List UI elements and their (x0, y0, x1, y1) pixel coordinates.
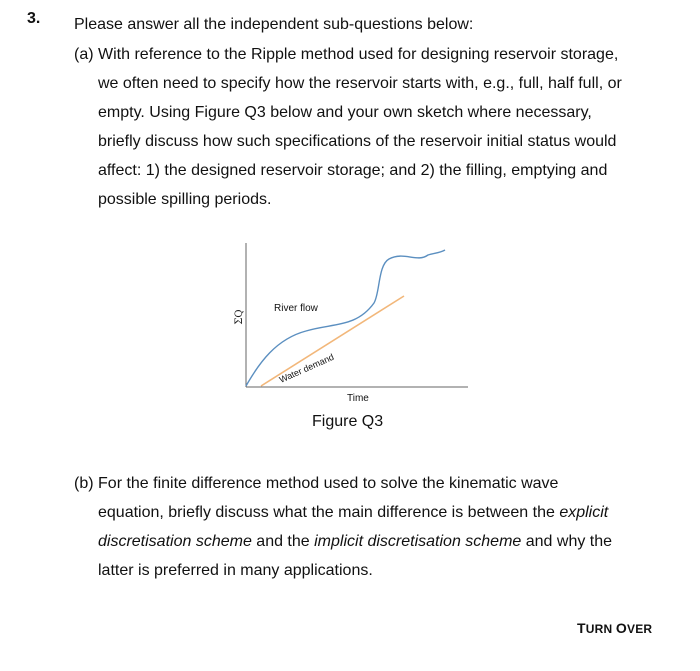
over-rest: VER (627, 622, 653, 636)
turn-rest: URN (585, 622, 616, 636)
y-axis-label: ΣQ (234, 309, 245, 325)
part-a-label: (a) (74, 46, 94, 63)
part-a-first-text: With reference to the Ripple method used for designing reservoir storage, (98, 46, 619, 63)
part-b-first-text: For the finite difference method used to solve the kinematic wave (98, 475, 559, 492)
part-b-line-3 (74, 527, 664, 556)
part-b-line-3-mid: and the (251, 533, 315, 550)
part-b-implicit-scheme: implicit discretisation scheme (314, 533, 522, 550)
part-b-line-4: latter is preferred in many applications. (98, 562, 373, 579)
part-b-line-2 (74, 498, 664, 527)
part-a (74, 40, 664, 214)
part-b (74, 469, 664, 585)
turn-t: T (577, 620, 586, 636)
part-b-line-2-text: equation, briefly discuss what the main difference is between the (98, 504, 560, 521)
question-intro: Please answer all the independent sub-questions below: (74, 16, 474, 33)
figure-q3 (224, 235, 474, 405)
figure-caption: Figure Q3 (312, 413, 384, 430)
part-a-line-2: we often need to specify how the reservoir starts with, e.g., full, half full, or (98, 75, 622, 92)
over-o: O (615, 620, 627, 636)
part-b-first-line (74, 469, 664, 498)
part-b-explicit-scheme: discretisation scheme (98, 533, 252, 550)
part-b-explicit: explicit (559, 504, 609, 521)
water-demand-label: Water demand (277, 351, 336, 385)
part-a-line-5: affect: 1) the designed reservoir storage; and 2) the filling, emptying and (98, 162, 608, 179)
part-a-line-4: briefly discuss how such specifications of the reservoir initial status would (98, 133, 617, 150)
question-number: 3. (27, 10, 41, 27)
part-a-first-line (74, 40, 664, 69)
x-axis-label: Time (347, 393, 369, 404)
part-b-line-3-after: and why the (521, 533, 613, 550)
part-b-label: (b) (74, 475, 94, 492)
turn-over-footer (577, 620, 652, 636)
part-a-line-3: empty. Using Figure Q3 below and your own sketch where necessary, (98, 104, 592, 121)
part-a-line-6: possible spilling periods. (98, 191, 272, 208)
river-flow-curve (246, 250, 445, 386)
river-flow-label: River flow (274, 303, 318, 314)
